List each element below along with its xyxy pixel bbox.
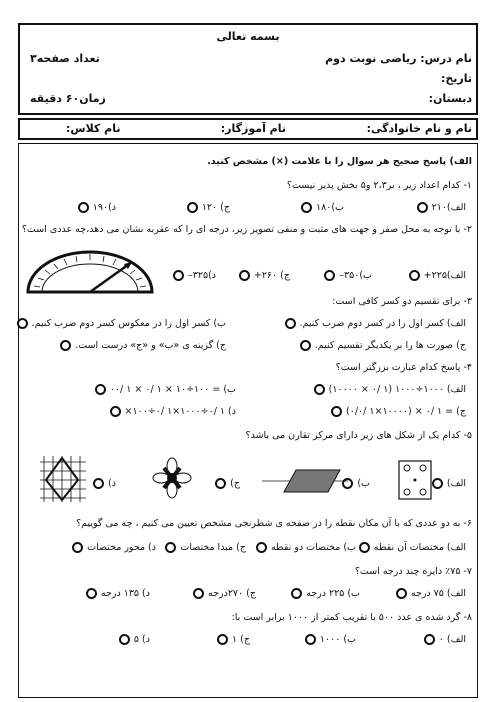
q6-option-c-radio[interactable] [165,542,176,553]
school-label: دبستان: [428,92,472,105]
q2-option-c[interactable]: ج) ۲۶۰+ [239,270,290,281]
q8-option-c[interactable]: ج) ۱ [217,634,250,645]
q6-option-a[interactable]: الف) مختصات آن نقطه [359,542,466,553]
q6-option-c[interactable]: ج) مبدا مختصات [165,542,246,553]
q7-option-c[interactable]: ج) ۲۷۰درجه [193,588,256,599]
question-5-text: ۵- کدام یک از شکل های زیر دارای مرکز تقارن می باشد؟ [245,430,472,441]
q1-option-c[interactable]: ج) ۱۲۰ [187,202,230,213]
q3-option-c[interactable]: ج) صورت ها را بر یکدیگر تقسیم کنیم. [300,340,466,351]
q4-option-a-radio[interactable] [314,384,325,395]
q6-option-a-radio[interactable] [359,542,370,553]
question-7-text: ۷- ٪۷۵ دایره چند درجه است؟ [354,566,472,577]
question-8-text: ۸- گرد شده ی عدد ۵۰۰ با تقریب کمتر از ۱۰۰۰ برابر است با: [231,612,472,623]
q6-option-d[interactable]: د) محور مختصات [72,542,156,553]
q6-option-b-radio[interactable] [256,542,267,553]
q6-option-d-radio[interactable] [72,542,83,553]
section-instruction: الف) پاسخ صحیح هر سوال را با علامت (×) مشخص کنید. [207,156,472,167]
q4-option-a[interactable]: الف) ۱۰۰۰÷۱۰۰۰ (۱ /۰ × ۱۰۰۰۰) [314,384,466,395]
q3-option-a[interactable]: الف) کسر اول را در کسر دوم ضرب کنیم. [285,318,466,329]
question-2-text: ۲- با توجه به محل صفر و جهت های مثبت و منفی تصویر زیر، درجه ای را که عقربه نشان می دهد،چه عددی است؟ [21,224,472,235]
q2-option-d[interactable]: د)۳۲۵– [173,270,216,281]
q2-option-b-radio[interactable] [324,270,335,281]
q8-option-d-radio[interactable] [119,634,130,645]
q8-option-d[interactable]: د) ۵ [119,634,150,645]
q7-option-b[interactable]: ب) ۲۲۵ درجه [291,588,360,599]
q4-option-c[interactable]: ج) = ۱ /۰ × (۱۰۰۰۰×۱ /۰/۰) [331,406,466,417]
q5-option-c-radio[interactable] [215,478,226,489]
q1-option-d-radio[interactable] [78,202,89,213]
q2-option-a-radio[interactable] [409,270,420,281]
q3-option-d[interactable]: ج) گزینه ی «ب» و «ج» درست است. [60,340,226,351]
q8-option-a-radio[interactable] [424,634,435,645]
student-name-label: نام و نام خانوادگی: [366,122,472,135]
q3-option-a-radio[interactable] [285,318,296,329]
q3-option-b-radio[interactable] [17,318,28,329]
q2-option-d-radio[interactable] [173,270,184,281]
teacher-name-label: نام آموزگار: [220,122,286,135]
q1-option-d[interactable]: د)۱۹۰ [78,202,116,213]
q3-option-b[interactable]: ب) کسر اول را در معکوس کسر دوم ضرب کنیم. [17,318,226,329]
q4-option-d-radio[interactable] [110,406,121,417]
question-1-text: ۱- کدام اعداد زیر ، بر۲،۳ و۵ بخش پذیر نیست؟ [286,180,472,191]
q5-option-b[interactable]: ب) [342,478,370,489]
q7-option-c-radio[interactable] [193,588,204,599]
q5-option-c[interactable]: ج) [215,478,240,489]
course-name: نام درس: ریاضی نوبت دوم [325,52,472,65]
q7-option-a-radio[interactable] [396,588,407,599]
q1-option-b-radio[interactable] [301,202,312,213]
q3-option-d-radio[interactable] [60,340,71,351]
q4-option-c-radio[interactable] [331,406,342,417]
q8-option-a[interactable]: الف) ۰ [424,634,466,645]
q1-option-b[interactable]: ب)۱۸۰ [301,202,344,213]
q4-option-b[interactable]: ب) = ۱۰۰÷۱۰ × ۱ /۰ × ۱ /۰۰ [95,384,236,395]
q5-option-d[interactable]: د) [93,478,116,489]
question-3-text: ۳- برای تقسیم دو کسر کافی است: [332,296,472,307]
q5-grid-diamond-icon [40,456,86,502]
date-label: تاریخ: [440,72,472,85]
exam-time: زمان۶۰ دقیقه [30,92,106,105]
q4-option-b-radio[interactable] [95,384,106,395]
q5-flower-icon [152,456,192,500]
q4-option-d[interactable]: د) ۱ /۰÷۱۰۰۰×۱ /۰÷۱۰۰× [110,406,236,417]
q1-option-c-radio[interactable] [187,202,198,213]
q7-option-a[interactable]: الف) ۷۵ درجه [396,588,466,599]
q2-option-b[interactable]: ب)۳۵۰– [324,270,372,281]
protractor-figure [20,248,160,298]
q8-option-b[interactable]: ب) ۱۰۰۰ [305,634,356,645]
q3-option-c-radio[interactable] [300,340,311,351]
q7-option-d-radio[interactable] [86,588,97,599]
basmala: بسمه تعالی [216,30,280,43]
q5-option-a-radio[interactable] [432,478,443,489]
q7-option-d[interactable]: د) ۱۳۵ درجه [86,588,150,599]
q5-option-a[interactable]: الف) [432,478,466,489]
q8-option-b-radio[interactable] [305,634,316,645]
q1-option-a[interactable]: الف)۲۱۰ [417,202,466,213]
q2-option-c-radio[interactable] [239,270,250,281]
class-name-label: نام کلاس: [66,122,121,135]
q5-shape-a-icon [398,460,432,500]
q7-option-b-radio[interactable] [291,588,302,599]
q8-option-c-radio[interactable] [217,634,228,645]
q5-option-d-radio[interactable] [93,478,104,489]
question-4-text: ۴- پاسخ کدام عبارت بزرگتر است؟ [335,362,472,373]
q1-option-a-radio[interactable] [417,202,428,213]
q2-option-a[interactable]: الف)۲۲۵+ [409,270,466,281]
question-6-text: ۶- به دو عددی که با آن مکان نقطه را در صفحه ی شطرنجی مشخص تعیین می کنیم ، چه می گوییم؟ [76,518,472,529]
page-count: تعداد صفحه۳ [30,52,100,65]
q5-parallelogram-icon [262,468,348,494]
q6-option-b[interactable]: ب) مختصات دو نقطه [256,542,356,553]
